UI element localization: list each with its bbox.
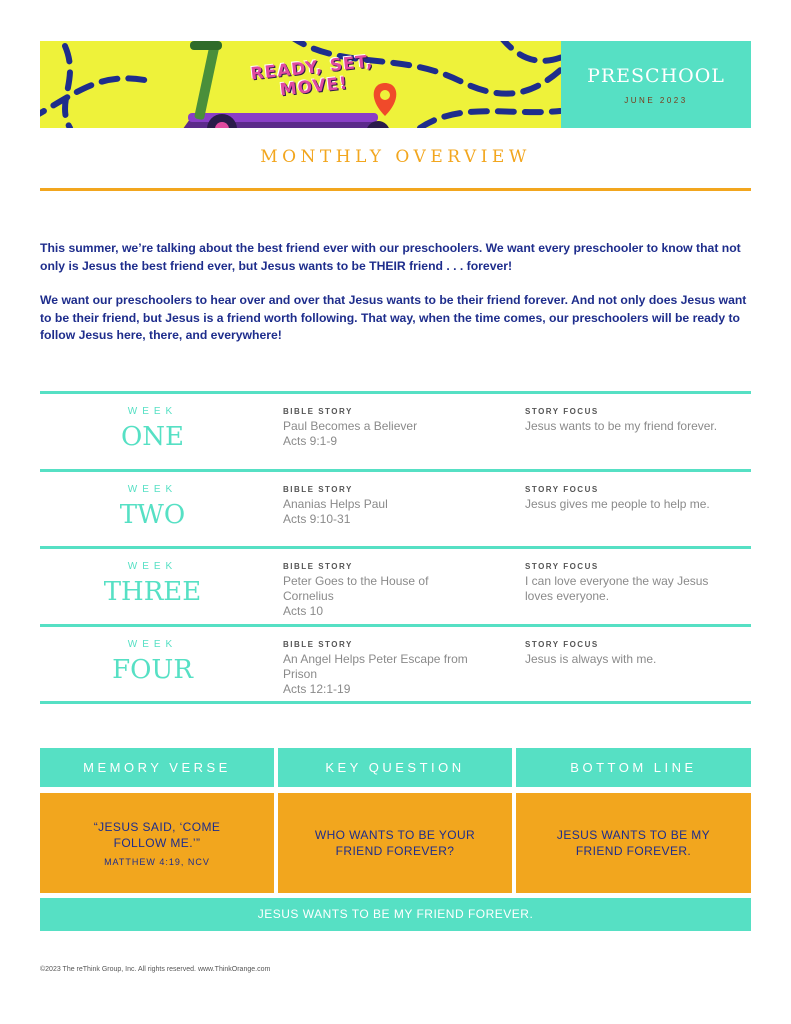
memory-verse-reference: MATTHEW 4:19, NCV [104, 857, 210, 867]
memory-verse-box [40, 793, 274, 893]
bible-story-reference: Acts 10 [283, 604, 324, 618]
bottom-line-heading: BOTTOM LINE [516, 748, 751, 787]
bible-story [283, 407, 493, 449]
week-number: ONE [120, 422, 185, 452]
week-label: WEEK [127, 561, 178, 572]
story-focus-heading: STORY FOCUS [525, 639, 599, 649]
bible-story-reference: Acts 9:1-9 [283, 434, 338, 448]
issue-date: JUNE 2023 [624, 96, 688, 105]
memory-verse-heading: MEMORY VERSE [40, 748, 274, 787]
week-number: THREE [103, 577, 202, 607]
story-focus [525, 485, 725, 512]
bible-story-title: Paul Becomes a Believer [283, 419, 418, 433]
week-row [40, 624, 751, 705]
header-banner [40, 41, 751, 128]
story-focus [525, 407, 725, 434]
bible-story-heading: BIBLE STORY [283, 639, 353, 649]
program-name: PRESCHOOL [587, 65, 725, 87]
story-focus-heading: STORY FOCUS [525, 562, 599, 571]
week-label: WEEK [127, 406, 178, 417]
story-focus [525, 562, 725, 604]
bible-story-reference: Acts 12:1-19 [283, 681, 351, 696]
logo-text: READY, SET, MOVE! [249, 51, 375, 101]
banner-artwork [40, 41, 561, 128]
key-question-box [278, 793, 512, 893]
week-row [40, 546, 751, 624]
bible-story-heading: BIBLE STORY [283, 484, 353, 494]
story-focus-text: Jesus gives me people to help me. [525, 496, 710, 511]
story-focus-text: I can love everyone the way Jesus loves everyone. [525, 574, 709, 603]
copyright-footer: ©2023 The reThink Group, Inc. All rights reserved. www.ThinkOrange.com [40, 966, 271, 973]
week-number: FOUR [112, 654, 193, 685]
week-label: WEEK [127, 638, 178, 650]
title-divider [40, 188, 751, 191]
week-number: TWO [119, 499, 186, 530]
key-question-heading: KEY QUESTION [278, 748, 512, 787]
bible-story [283, 562, 493, 619]
story-focus-heading: STORY FOCUS [525, 484, 599, 494]
week-row [40, 391, 751, 469]
bible-story-heading: BIBLE STORY [283, 562, 353, 571]
bible-story-heading: BIBLE STORY [283, 407, 353, 416]
intro-paragraph-2: We want our preschoolers to hear over and over that Jesus wants to be their friend forever. And not only does Jesus want to be their friend, but Jesus is a friend worth following. That way, when the time comes, our preschoolers will be ready to follow Jesus here, there, and everywhere! [40, 293, 747, 342]
bible-story-reference: Acts 9:10-31 [283, 511, 351, 526]
story-focus-heading: STORY FOCUS [525, 407, 599, 416]
bible-story-title: Ananias Helps Paul [283, 496, 388, 511]
week-label: WEEK [127, 483, 178, 495]
bottom-line-box [516, 793, 751, 893]
page-title: MONTHLY OVERVIEW [260, 147, 531, 167]
intro-text [40, 240, 755, 345]
bible-story [283, 640, 493, 697]
program-panel [561, 41, 751, 128]
bible-story-title: An Angel Helps Peter Escape from Prison [283, 651, 468, 681]
bible-story-title: Peter Goes to the House of Cornelius [283, 574, 429, 603]
story-focus-text: Jesus is always with me. [525, 651, 657, 666]
intro-paragraph-1: This summer, we’re talking about the best friend ever with our preschoolers. We want every preschooler to know that not only is Jesus the best friend ever, but Jesus wants to be THEIR friend . . . forever! [40, 241, 741, 273]
bottom-line-text: JESUS WANTS TO BE MY FRIEND FOREVER. [556, 828, 711, 858]
bible-story [283, 485, 493, 527]
key-question-text: WHO WANTS TO BE YOUR FRIEND FOREVER? [314, 828, 476, 858]
week-row [40, 469, 751, 547]
story-focus-text: Jesus wants to be my friend forever. [525, 419, 718, 433]
story-focus [525, 640, 725, 667]
memory-verse-text: “JESUS SAID, ‘COME FOLLOW ME.’” [93, 820, 221, 850]
weeks-table [40, 391, 751, 704]
bottom-line-banner: JESUS WANTS TO BE MY FRIEND FOREVER. [40, 898, 751, 931]
